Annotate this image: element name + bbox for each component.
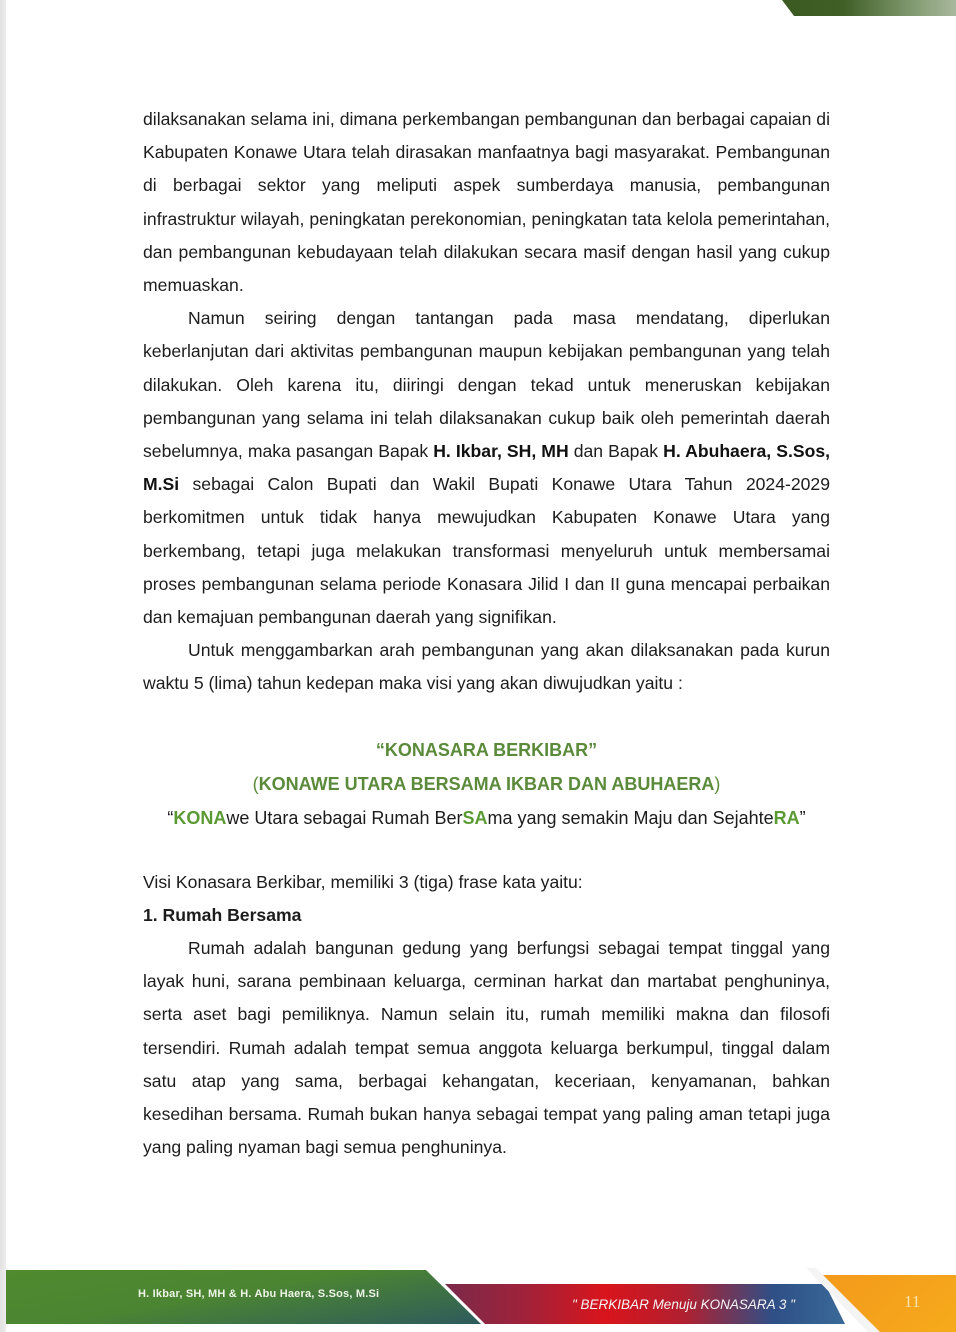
motto-kona: KONA bbox=[173, 807, 227, 828]
vision-phrases-intro: Visi Konasara Berkibar, memiliki 3 (tiga) frase kata yaitu: bbox=[143, 871, 583, 892]
paragraph-candidates-part3: sebagai Calon Bupati dan Wakil Bupati Konawe Utara Tahun 2024-2029 berkomitmen untuk tidak hanya mewujudkan Kabupaten Konawe Utara yang berkembang, tetapi juga melakukan transformasi menyeluruh untuk membersamai proses pembangunan selama periode Konasara Jilid I dan II guna mencapai perbaikan dan kemajuan pembangunan daerah yang signifikan. bbox=[143, 474, 830, 628]
motto-quote-open: “ bbox=[167, 807, 174, 828]
spacer bbox=[143, 835, 830, 866]
paragraph-candidates bbox=[143, 302, 830, 634]
candidate-name-2: H. Abuhaera, S.Sos, M.Si bbox=[143, 441, 830, 495]
vision-subtitle bbox=[143, 767, 830, 801]
footer-candidates: H. Ikbar, SH, MH & H. Abu Haera, S.Sos, M.Si bbox=[138, 1288, 380, 1300]
paragraph-candidates-part1: Namun seiring dengan tantangan pada masa mendatang, diperlukan keberlanjutan dari aktivitas pembangunan maupun kebijakan pembangunan yang telah dilakukan. Oleh karena itu, diiringi dengan tekad untuk meneruskan kebijakan pembangunan yang selama ini telah dilaksanakan cukup baik oleh pemerintah daerah sebelumnya, maka pasangan Bapak bbox=[143, 308, 830, 462]
section-heading-rumah-bersama: 1. Rumah Bersama bbox=[143, 904, 302, 925]
vision-motto bbox=[143, 801, 830, 835]
document-body bbox=[143, 103, 830, 1164]
motto-text-2: ma yang semakin Maju dan Sejahte bbox=[487, 807, 774, 828]
motto-text-1: we Utara sebagai Rumah Ber bbox=[226, 807, 463, 828]
section-body-rumah-bersama: Rumah adalah bangunan gedung yang berfungsi sebagai tempat tinggal yang layak huni, sarana pembinaan keluarga, cerminan harkat dan martabat penghuninya, serta aset bagi pemiliknya. Namun selain itu, rumah memiliki makna dan filosofi tersendiri. Rumah adalah tempat semua anggota keluarga berkumpul, tinggal dalam satu atap yang sama, berbagai kehangatan, keceriaan, kenyamanan, bahkan kesedihan bersama. Rumah bukan hanya sebagai tempat yang paling aman tetapi juga yang paling nyaman bagi semua penghuninya. bbox=[143, 938, 830, 1158]
motto-quote-close: ” bbox=[799, 807, 806, 828]
page-edge-strip bbox=[0, 0, 6, 1332]
paragraph-intro: dilaksanakan selama ini, dimana perkembangan pembangunan dan berbagai capaian di Kabupaten Konawe Utara telah dirasakan manfaatnya bagi masyarakat. Pembangunan di berbagai sektor yang meliputi aspek sumberdaya manusia, pembangunan infrastruktur wilayah, peningkatan perekonomian, peningkatan tata kelola pemerintahan, dan pembangunan kebudayaan telah dilakukan secara masif dengan hasil yang cukup memuaskan. bbox=[143, 109, 830, 296]
motto-ra: RA bbox=[773, 807, 800, 828]
vision-title: “KONASARA BERKIBAR” bbox=[375, 739, 598, 760]
candidate-name-1: H. Ikbar, SH, MH bbox=[433, 441, 569, 462]
vision-subtitle-open: ( bbox=[252, 773, 259, 794]
page-number: 11 bbox=[904, 1292, 921, 1311]
footer-slogan: " BERKIBAR Menuju KONASARA 3 " bbox=[572, 1297, 795, 1312]
motto-sa: SA bbox=[462, 807, 488, 828]
vision-subtitle-close: ) bbox=[714, 773, 721, 794]
paragraph-vision-intro: Untuk menggambarkan arah pembangunan yang akan dilaksanakan pada kurun waktu 5 (lima) tahun kedepan maka visi yang akan diwujudkan yaitu : bbox=[143, 640, 830, 694]
vision-subtitle-text: KONAWE UTARA BERSAMA IKBAR DAN ABUHAERA bbox=[258, 773, 715, 794]
header-green-band bbox=[782, 0, 956, 16]
paragraph-candidates-part2: dan Bapak bbox=[568, 441, 664, 462]
